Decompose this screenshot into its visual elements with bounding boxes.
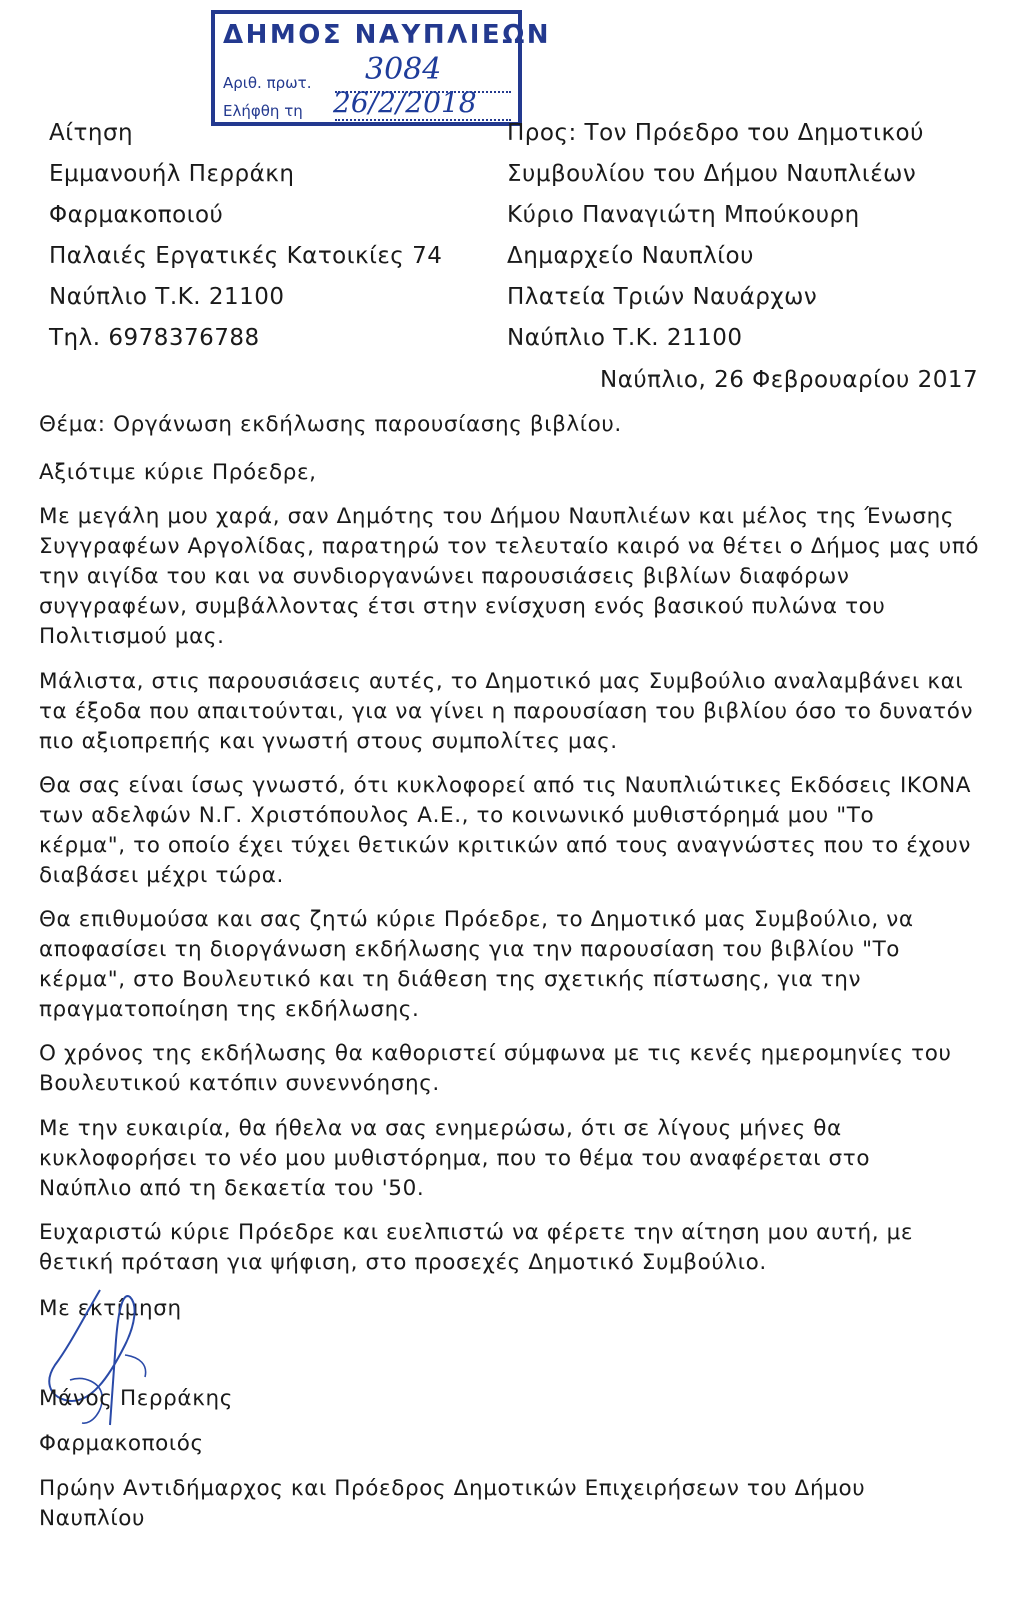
- paragraph-line: Ο χρόνος της εκδήλωσης θα καθοριστεί σύμφωνα με τις κενές ημερομηνίες του: [39, 1041, 952, 1066]
- stamp-received-date: 26/2/2018: [333, 86, 477, 119]
- paragraph-line: Πολιτισμού μας.: [39, 624, 225, 649]
- sender-line: Παλαιές Εργατικές Κατοικίες 74: [49, 243, 443, 269]
- paragraph-line: κέρμα", το οποίο έχει τύχει θετικών κριτικών από τους αναγνώστες που το έχουν: [39, 833, 971, 858]
- paragraph-line: τα έξοδα που απαιτούνται, για να γίνει η παρουσίαση του βιβλίου όσο το δυνατόν: [39, 699, 974, 724]
- paragraph-line: Βουλευτικού κατόπιν συνεννόησης.: [39, 1071, 440, 1096]
- stamp-received-label: Ελήφθη τη: [223, 102, 303, 120]
- recipient-line: Πλατεία Τριών Ναυάρχων: [507, 284, 818, 310]
- paragraph-line: Θα σας είναι ίσως γνωστό, ότι κυκλοφορεί από τις Ναυπλιώτικες Εκδόσεις ΙΚΟΝΑ: [39, 773, 972, 798]
- signer-name: Μάνος Περράκης: [39, 1386, 233, 1411]
- protocol-stamp: [211, 10, 552, 126]
- paragraph-line: πιο αξιοπρεπής και γνωστή στους συμπολίτες μας.: [39, 729, 618, 754]
- paragraph-line: Ευχαριστώ κύριε Πρόεδρε και ευελπιστώ να φέρετε την αίτηση μου αυτή, με: [39, 1220, 914, 1245]
- stamp-title: ΔΗΜΟΣ ΝΑΥΠΛΙΕΩΝ: [223, 20, 552, 50]
- paragraph-line: Με την ευκαιρία, θα ήθελα να σας ενημερώσω, ότι σε λίγους μήνες θα: [39, 1116, 842, 1141]
- recipient-line: Προς: Τον Πρόεδρο του Δημοτικού: [507, 120, 924, 146]
- date-line: Ναύπλιο, 26 Φεβρουαρίου 2017: [600, 367, 979, 393]
- sender-line: Εμμανουήλ Περράκη: [49, 161, 295, 187]
- stamp-protocol-number: 3084: [365, 52, 442, 87]
- sender-line: Τηλ. 6978376788: [49, 325, 260, 351]
- recipient-line: Ναύπλιο Τ.Κ. 21100: [507, 325, 743, 351]
- signer-role-line: Πρώην Αντιδήμαρχος και Πρόεδρος Δημοτικών Επιχειρήσεων του Δήμου: [39, 1476, 866, 1501]
- paragraph-line: την αιγίδα του και να συνδιοργανώνει παρουσιάσεις βιβλίων διαφόρων: [39, 564, 850, 589]
- paragraph-line: Μάλιστα, στις παρουσιάσεις αυτές, το Δημοτικό μας Συμβούλιο αναλαμβάνει και: [39, 669, 964, 694]
- sender-line: Φαρμακοποιού: [49, 202, 224, 228]
- paragraph-line: αποφασίσει τη διοργάνωση εκδήλωσης για την παρουσίαση του βιβλίου "Το: [39, 937, 901, 962]
- paragraph-line: Συγγραφέων Αργολίδας, παρατηρώ τον τελευταίο καιρό να θέτει ο Δήμος μας υπό: [39, 534, 980, 559]
- signer-role-line: Ναυπλίου: [39, 1506, 146, 1531]
- paragraph-line: των αδελφών Ν.Γ. Χριστόπουλος Α.Ε., το κοινωνικό μυθιστόρημά μου "Το: [39, 803, 875, 828]
- paragraph-line: συγγραφέων, συμβάλλοντας έτσι στην ενίσχυση ενός βασικού πυλώνα του: [39, 594, 886, 619]
- stamp-protocol-label: Αριθ. πρωτ.: [223, 74, 312, 92]
- paragraph-line: κέρμα", στο Βουλευτικό και τη διάθεση της σχετικής πίστωσης, για την: [39, 967, 862, 992]
- recipient-line: Συμβουλίου του Δήμου Ναυπλιέων: [507, 161, 917, 187]
- recipient-line: Δημαρχείο Ναυπλίου: [507, 243, 754, 269]
- paragraph-line: κυκλοφορήσει το νέο μου μυθιστόρημα, που το θέμα του αναφέρεται στο: [39, 1146, 871, 1171]
- paragraph-line: θετική πρόταση για ψήφιση, στο προσεχές Δημοτικό Συμβούλιο.: [39, 1250, 767, 1275]
- sender-line: Ναύπλιο Τ.Κ. 21100: [49, 284, 285, 310]
- paragraph-line: διαβάσει μέχρι τώρα.: [39, 863, 284, 888]
- paragraph-line: Θα επιθυμούσα και σας ζητώ κύριε Πρόεδρε, το Δημοτικό μας Συμβούλιο, να: [39, 907, 914, 932]
- handwritten-signature: [30, 1285, 210, 1435]
- signer-title: Φαρμακοποιός: [39, 1431, 204, 1456]
- sender-line: Αίτηση: [49, 120, 134, 146]
- paragraph-line: Ναύπλιο από τη δεκαετία του '50.: [39, 1176, 425, 1201]
- subject-line: Θέμα: Οργάνωση εκδήλωσης παρουσίασης βιβλίου.: [39, 412, 622, 437]
- salutation: Αξιότιμε κύριε Πρόεδρε,: [39, 460, 317, 485]
- closing: Με εκτίμηση: [39, 1296, 182, 1321]
- paragraph-line: Με μεγάλη μου χαρά, σαν Δημότης του Δήμου Ναυπλιέων και μέλος της Ένωσης: [39, 504, 955, 529]
- paragraph-line: πραγματοποίηση της εκδήλωσης.: [39, 997, 420, 1022]
- recipient-line: Κύριο Παναγιώτη Μπούκουρη: [507, 202, 860, 228]
